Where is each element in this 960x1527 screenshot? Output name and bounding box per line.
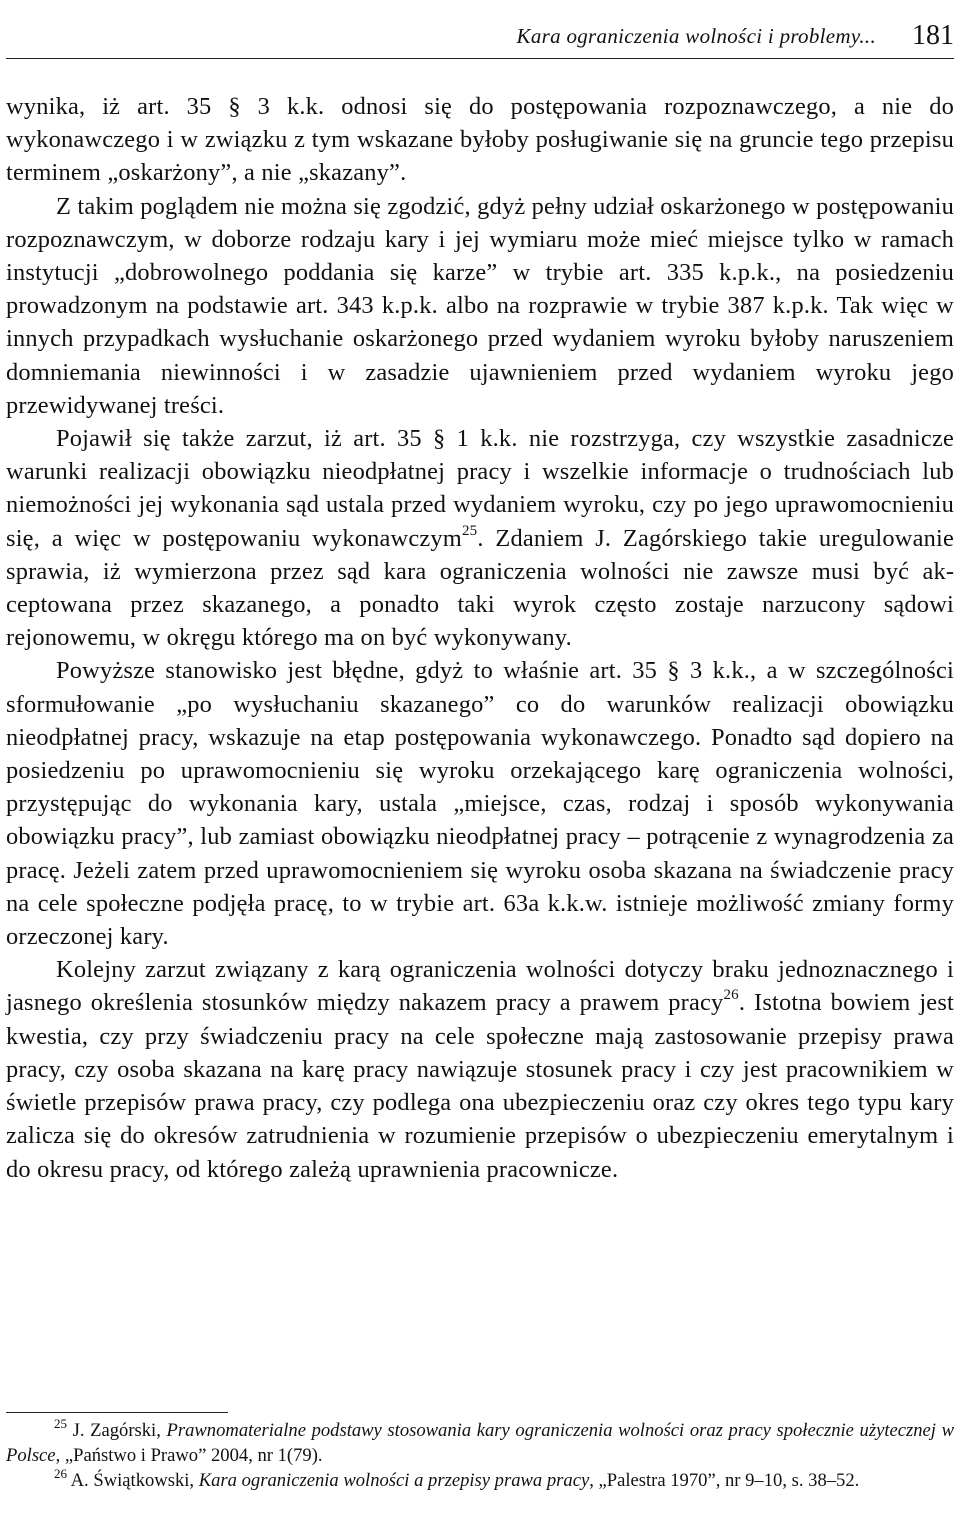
footnote-source: , „Palestra 1970”, nr 9–10, s. 38–52.: [589, 1470, 860, 1492]
footnote-source: , „Państwo i Prawo” 2004, nr 1(79).: [55, 1445, 323, 1467]
running-header: [6, 18, 954, 59]
footnote-ref-26[interactable]: 26: [723, 987, 739, 1004]
footnote-title: Kara ograniczenia wolności a przepisy prawa pracy: [198, 1470, 590, 1492]
footnote-number: 26: [54, 1466, 67, 1482]
footnote-ref-25[interactable]: 25: [461, 522, 478, 539]
paragraph-4: Powyższe stanowisko jest błędne, gdyż to właśnie art. 35 § 3 k.k., a w szczególności sformułowanie „po wysłuchaniu skazanego” co do warunków realizacji obowiązku nieodpłatnej pracy, wskazuje na etap postępowania wykonawczego. Ponadto sąd dopiero na posiedzeniu po uprawomocnieniu się wyroku orzekającego karę ograniczenia wolności, przystępując do wykonania kary, ustala „miejsce, czas, rodzaj i sposób wykonywania obowiązku pracy”, lub zamiast obowiązku nieodpłatnej pracy – potrącenie z wynagrodzenia za pracę. Jeżeli zatem przed uprawomocnieniem się wyroku osoba skazana na świadczenie pracy na cele społeczne podjęła pracę, to w trybie art. 63a k.k.w. istnieje możliwość zmiany formy orzeczonej kary.: [6, 657, 954, 951]
paragraph-1: wynika, iż art. 35 § 3 k.k. odnosi się do postępowania rozpoznawczego, a nie do wykonawczego i w związku z tym wskazane byłoby posługiwanie się na gruncie tego przepisu terminem „oskarżony”, a nie „skazany”.: [6, 93, 954, 187]
footnotes: [6, 1418, 954, 1494]
footnote-number: 25: [54, 1416, 67, 1431]
footnote-author: A. Świątkowski,: [70, 1470, 199, 1492]
paragraph-3-text-b: . Zdaniem J. Zagórskiego takie uregulowanie sprawia, iż wymierzona przez sąd kara ograniczenia wolności nie zawsze musi być akceptowana przez skazanego, a ponadto taki wyrok często zostaje narzucony sądowi rejonowemu, w okręgu którego ma on być wykonywany.: [6, 524, 954, 652]
running-title: Kara ograniczenia wolności i problemy...: [516, 24, 876, 48]
paragraph-3-text-a: Pojawił się także zarzut, iż art. 35 § 1 k.k. nie rozstrzyga, czy wszystkie zasadnicze warunki realizacji obowiązku nieodpłatnej pracy i wszelkie informacje o trudnościach lub niemożności jej wykonania sąd ustala przed wydaniem wyroku, czy po jego uprawomocnieniu się, a więc w postępowaniu wykonawczym: [6, 425, 954, 552]
paragraph-5-text-b: . Istotna bowiem jest kwestia, czy przy świadczeniu pracy na cele społeczne mają zastosowanie przepisy prawa pracy, czy osoba skazana na karę pracy nawiązuje stosunek pracy i czy jest pracownikiem w świetle przepisów prawa pracy, czy podlega ona ubezpieczeniu oraz czy okres tego typu kary zalicza się do okresów zatrudnienia w rozumienie przepisów o ubezpieczeniu emerytalnym i do okresu pracy, od którego zależą uprawnienia pracownicze.: [6, 989, 954, 1183]
paragraph-5: [6, 953, 954, 1185]
paragraph-5-text-a: Kolejny zarzut związany z karą ograniczenia wolności dotyczy braku jednoznacznego i jasnego określenia stosunków między nakazem pracy a prawem pracy: [6, 956, 954, 1017]
paragraph-2: Z takim poglądem nie można się zgodzić, gdyż pełny udział oskarżonego w postępowaniu rozpoznawczym, w doborze rodzaju kary i jej wymiaru może mieć miejsce tylko w ramach instytucji „dobrowolnego poddania się karze” w trybie art. 335 k.p.k., na posiedzeniu prowadzonym na podstawie art. 343 k.p.k. albo na rozprawie w trybie 387 k.p.k. Tak więc w innych przypadkach wysłuchanie oskarżonego przed wydaniem wyroku byłoby naruszeniem domniemania niewinności i w zasadzie ujawnieniem przed wydaniem wyroku jego przewidywanej treści.: [6, 192, 954, 419]
footnote-separator: [6, 1412, 228, 1413]
page-number: 181: [912, 20, 954, 51]
footnote-author: J. Zagórski,: [72, 1420, 167, 1441]
paragraph-3: [6, 422, 954, 654]
footnote-26: [6, 1468, 954, 1493]
footnote-25: [6, 1418, 954, 1468]
footnote-title: Prawnomaterialne podstawy stosowania kary ograniczenia wolności oraz pracy społecznie użytecznej w Polsce: [6, 1420, 954, 1467]
body-text: [6, 90, 954, 1186]
